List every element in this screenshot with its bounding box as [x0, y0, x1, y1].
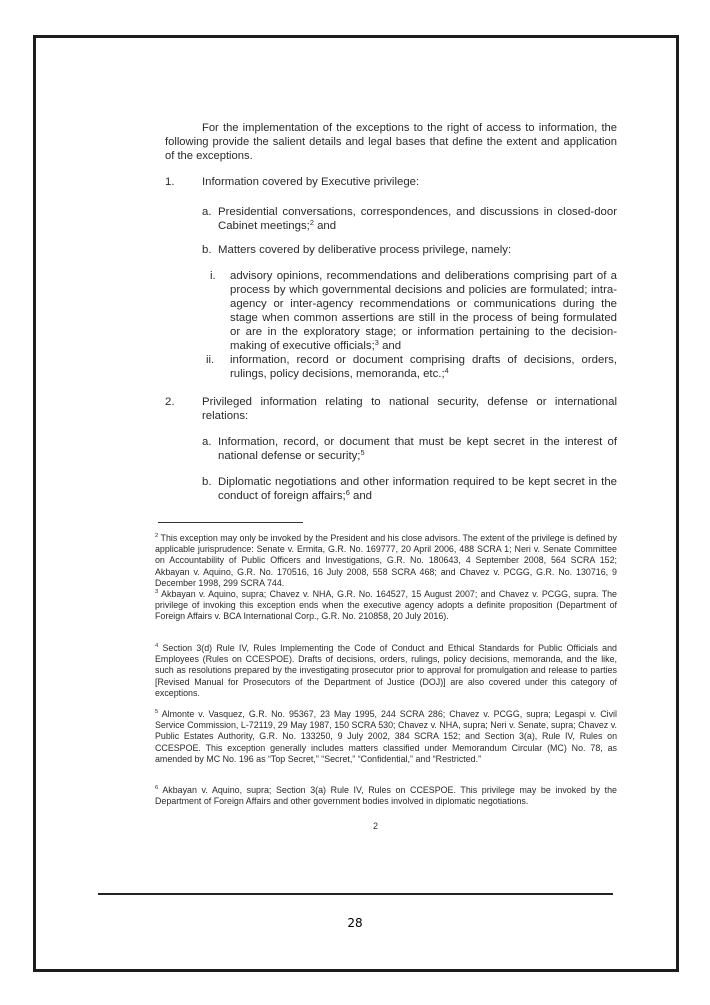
bottom-rule [98, 893, 613, 895]
item-1-number: 1. [165, 176, 175, 188]
item-1b-text: Matters covered by deliberative process privilege, namely: [218, 244, 512, 256]
footnote-4 [155, 643, 617, 699]
item-2 [165, 395, 617, 423]
item-1b [202, 243, 617, 257]
page-number: 28 [347, 916, 363, 930]
footnote-4-text: Section 3(d) Rule IV, Rules Implementing the Code of Conduct and Ethical Standards for Public Officials and Employees (Rules on CCESPOE). Drafts of decisions, orders, rulings, policy decisions, memoranda, and the like, such as resolutions prepared by the investigating prosecutor prior to approval for promulgation and release to parties [Revised Manual for Prosecutors of the Department of Justice (DOJ)] are also covered under this category of exceptions. [155, 643, 617, 698]
footnote-6-mark: 6 [155, 785, 159, 791]
footnote-ref-3: 3 [374, 338, 379, 347]
item-2-number: 2. [165, 396, 175, 408]
footnote-6 [155, 785, 617, 807]
footnote-ref-2: 2 [309, 218, 314, 227]
footnote-5 [155, 709, 617, 765]
item-1a-letter: a. [202, 206, 212, 218]
item-1a-tail: and [313, 220, 337, 232]
item-1b-ii-text: information, record or document comprising drafts of decisions, orders, rulings, policy decisions, memoranda, etc.; [230, 354, 617, 380]
footnote-4-mark: 4 [155, 643, 159, 649]
item-1-text: Information covered by Executive privilege: [202, 176, 420, 188]
item-1b-i-tail: and [378, 340, 402, 352]
footnote-3-text: Akbayan v. Aquino, supra; Chavez v. NHA, G.R. No. 164527, 15 August 2007; and Chavez v. PCGG, supra. The privilege of invoking this exception ends when the executive agency adopts a definite proposition (Department of Foreign Affairs v. BCA International Corp., G.R. No. 210858, 20 July 2016). [155, 589, 617, 622]
item-1b-i [210, 269, 617, 353]
item-2b-tail: and [349, 490, 372, 502]
item-2b [202, 475, 617, 503]
item-2b-letter: b. [202, 476, 212, 488]
item-2-text: Privileged information relating to national security, defense or international relations: [202, 396, 617, 422]
footnote-6-text: Akbayan v. Aquino, supra; Section 3(a) Rule IV, Rules on CCESPOE. This privilege may be invoked by the Department of Foreign Affairs and other government bodies involved in diplomatic negotiations. [155, 785, 617, 807]
item-1b-i-text: advisory opinions, recommendations and deliberations comprising part of a process by which governmental decisions and policies are formulated; intra-agency or inter-agency recommendations or communications during the stage when common assertions are still in the process of being formulated or are in the exploratory stage; or information pertaining to the decision-making of executive officials; [230, 270, 617, 352]
footnote-2 [155, 533, 617, 589]
item-2a-text: Information, record, or document that must be kept secret in the interest of national defense or security; [218, 436, 617, 462]
item-1b-letter: b. [202, 244, 212, 256]
item-1a [202, 205, 617, 233]
intro-paragraph: For the implementation of the exceptions to the right of access to information, the following provide the salient details and legal bases that define the extent and application of the exceptions. [165, 122, 617, 162]
item-1a-text: Presidential conversations, correspondences, and discussions in closed-door Cabinet meetings; [218, 206, 617, 232]
footnote-ref-6: 6 [345, 488, 350, 497]
item-1b-i-numeral: i. [210, 270, 216, 282]
item-2a [202, 435, 617, 463]
inner-page-number: 2 [373, 821, 379, 831]
footnote-separator [158, 522, 303, 523]
footnote-2-mark: 2 [155, 533, 159, 539]
footnote-3-mark: 3 [155, 589, 159, 595]
footnote-3 [155, 589, 617, 623]
item-2a-letter: a. [202, 436, 212, 448]
footnote-2-text: This exception may only be invoked by the President and his close advisors. The extent of the privilege is defined by applicable jurisprudence: Senate v. Ermita, G.R. No. 169777, 20 April 2006, 488 SCRA 1; Neri v. Senate Committee on Accountability of Public Officers and Investigations, G.R. No. 180643, 4 September 2008, 564 SCRA 152; Akbayan v. Aquino, G.R. No. 170516, 16 July 2008, 558 SCRA 468; and Chavez v. PCGG, G.R. No. 130716, 9 December 1998, 299 SCRA 744. [155, 533, 617, 588]
item-1b-ii [206, 353, 617, 381]
footnote-5-mark: 5 [155, 709, 159, 715]
footnote-ref-4: 4 [444, 366, 449, 375]
item-1b-ii-numeral: ii. [206, 354, 215, 366]
footnote-5-text: Almonte v. Vasquez, G.R. No. 95367, 23 May 1995, 244 SCRA 286; Chavez v. PCGG, supra; Legaspi v. Civil Service Commission, L-72119, 29 May 1987, 150 SCRA 530; Chavez v. NHA, supra; Neri v. Senate, supra; Chavez v. Public Estates Authority, G.R. No. 133250, 9 July 2002, 384 SCRA 152; and Section 3(a), Rule IV, Rules on CCESPOE. This exception generally includes matters classified under Memorandum Circular (MC) No. 78, as amended by MC No. 196 as “Top Secret,” “Secret,” “Confidential,” and “Restricted.” [155, 709, 617, 764]
footnote-ref-5: 5 [360, 448, 365, 457]
item-2b-text: Diplomatic negotiations and other information required to be kept secret in the conduct of foreign affairs; [218, 476, 617, 502]
